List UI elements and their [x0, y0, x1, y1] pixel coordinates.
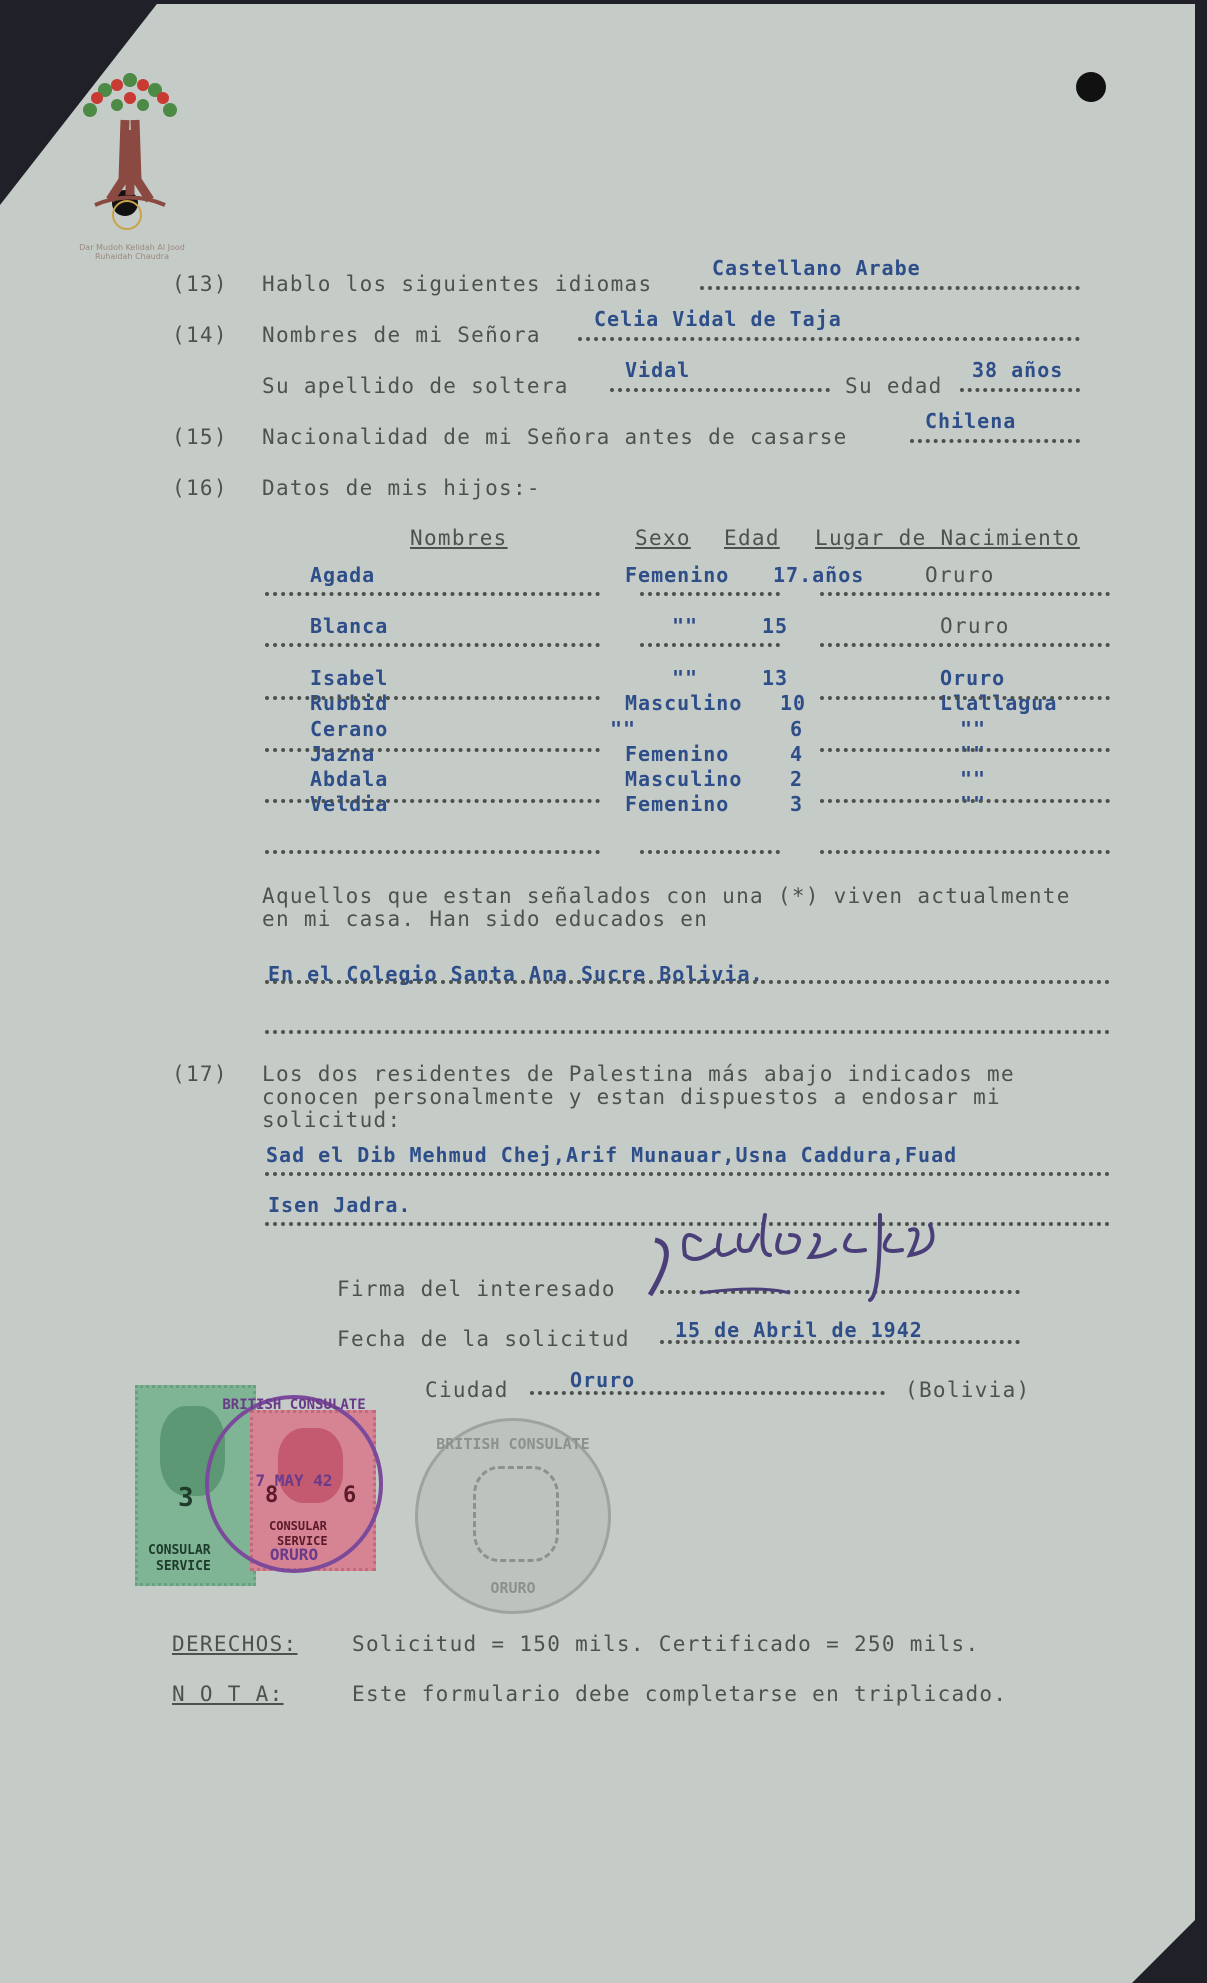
dotted-line: [265, 592, 600, 596]
item-number: (16): [172, 476, 228, 500]
education-text: en mi casa. Han sido educados en: [262, 907, 709, 931]
coat-of-arms-icon: [473, 1466, 559, 1562]
date-label: Fecha de la solicitud: [337, 1327, 630, 1351]
tree-logo-icon: [55, 50, 205, 250]
note-label: N O T A:: [172, 1682, 284, 1706]
residents-value: Sad el Dib Mehmud Chej,Arif Munauar,Usna Caddura,Fuad: [266, 1143, 958, 1167]
dotted-line: [910, 439, 1080, 443]
punch-hole: [1076, 72, 1106, 102]
item-number: (17): [172, 1062, 228, 1086]
stamp-text: CONSULAR: [269, 1519, 327, 1533]
stamp-text: SERVICE: [277, 1534, 328, 1548]
maiden-name-value: Vidal: [625, 358, 691, 382]
child-age: 10: [780, 691, 807, 715]
column-header-birthplace: Lugar de Nacimiento: [815, 526, 1080, 550]
signature-label: Firma del interesado: [337, 1277, 616, 1301]
dotted-line: [265, 696, 600, 700]
child-sex: Masculino: [625, 691, 743, 715]
child-name: Cerano: [310, 717, 389, 741]
languages-label: Hablo los siguientes idiomas: [262, 272, 653, 296]
child-name: Abdala: [310, 767, 389, 791]
dotted-line: [820, 850, 1110, 854]
education-value: En el Colegio Santa Ana Sucre Bolivia.: [268, 962, 764, 986]
handwritten-signature: [640, 1195, 1000, 1305]
dotted-line: [578, 337, 1080, 341]
dotted-line: [960, 388, 1080, 392]
page-edge-top: [0, 0, 1207, 4]
languages-value: Castellano Arabe: [712, 256, 921, 280]
postmark-city: ORURO: [269, 1545, 319, 1564]
item-number: (15): [172, 425, 228, 449]
dotted-line: [265, 643, 600, 647]
note-text: Este formulario debe completarse en triplicado.: [352, 1682, 1008, 1706]
dotted-line: [700, 286, 1080, 290]
child-birthplace: "": [960, 742, 987, 766]
fees-text: Solicitud = 150 mils. Certificado = 250 mils.: [352, 1632, 980, 1656]
dotted-line: [610, 388, 830, 392]
child-sex: "": [672, 614, 699, 638]
dotted-line: [640, 850, 780, 854]
age-value: 38 años: [972, 358, 1064, 382]
age-label: Su edad: [845, 374, 943, 398]
child-name: Agada: [310, 563, 376, 587]
child-sex: "": [610, 717, 637, 741]
child-sex: Masculino: [625, 767, 743, 791]
postmark-date: 7 MAY 42: [255, 1471, 333, 1490]
child-age: 6: [790, 717, 804, 741]
children-label: Datos de mis hijos:-: [262, 476, 541, 500]
embossed-consulate-seal: [415, 1418, 611, 1614]
stamp-text: SERVICE: [156, 1559, 211, 1574]
postmark-text: BRITISH CONSULATE: [222, 1397, 366, 1413]
residents-value: Isen Jadra.: [268, 1193, 412, 1217]
seal-city: ORURO: [490, 1579, 536, 1597]
dotted-line: [265, 1030, 1110, 1034]
country-label: (Bolivia): [905, 1378, 1031, 1402]
column-header-sex: Sexo: [635, 526, 691, 550]
dotted-line: [820, 592, 1110, 596]
child-birthplace: "": [960, 767, 987, 791]
child-birthplace: Llallagua: [940, 691, 1058, 715]
child-age: 3: [790, 792, 804, 816]
stamp-text: CONSULAR: [148, 1543, 211, 1558]
column-header-age: Edad: [724, 526, 780, 550]
date-value: 15 de Abril de 1942: [675, 1318, 923, 1342]
purple-consulate-postmark: [205, 1395, 383, 1573]
page-corner-bottom-right: [1132, 1908, 1207, 1983]
child-birthplace: "": [960, 792, 987, 816]
child-sex: Femenino: [625, 563, 730, 587]
stamp-value: 8: [265, 1483, 279, 1508]
dotted-line: [265, 980, 1110, 984]
child-age: 13: [762, 666, 789, 690]
seal-text: BRITISH CONSULATE: [436, 1435, 590, 1453]
city-value: Oruro: [570, 1368, 636, 1392]
nationality-label: Nacionalidad de mi Señora antes de casarse: [262, 425, 848, 449]
dotted-line: [640, 592, 780, 596]
child-birthplace: "": [960, 717, 987, 741]
city-label: Ciudad: [425, 1378, 509, 1402]
dotted-line: [265, 799, 600, 803]
child-name: Rubbid: [310, 691, 389, 715]
wife-name-label: Nombres de mi Señora: [262, 323, 541, 347]
dotted-line: [820, 643, 1110, 647]
child-name: Jazna: [310, 742, 376, 766]
dotted-line: [820, 696, 1110, 700]
child-birthplace: Oruro: [925, 563, 995, 587]
child-birthplace: Oruro: [940, 666, 1006, 690]
child-sex: Femenino: [625, 742, 730, 766]
stamp-value: 3: [178, 1483, 194, 1513]
dotted-line: [530, 1391, 885, 1395]
child-age: 2: [790, 767, 804, 791]
dotted-line: [820, 799, 1110, 803]
column-header-names: Nombres: [410, 526, 508, 550]
residents-text: conocen personalmente y estan dispuestos a endosar mi: [262, 1085, 1001, 1109]
child-age: 17.años: [773, 563, 865, 587]
logo-caption: Dar Mudoh Kelidah Al Jood Ruhaidah Chaudra: [79, 243, 185, 261]
wife-name-value: Celia Vidal de Taja: [594, 307, 842, 331]
residents-text: Los dos residentes de Palestina más abajo indicados me: [262, 1062, 1015, 1086]
dotted-line: [265, 1172, 1110, 1176]
maiden-name-label: Su apellido de soltera: [262, 374, 569, 398]
child-sex: Femenino: [625, 792, 730, 816]
child-name: Isabel: [310, 666, 389, 690]
item-number: (13): [172, 272, 228, 296]
stamp-value: 6: [343, 1483, 357, 1508]
child-birthplace: Oruro: [940, 614, 1010, 638]
residents-text: solicitud:: [262, 1108, 402, 1132]
dotted-line: [265, 748, 600, 752]
child-name: Blanca: [310, 614, 389, 638]
fees-label: DERECHOS:: [172, 1632, 298, 1656]
education-text: Aquellos que estan señalados con una (*) viven actualmente: [262, 884, 1071, 908]
dotted-line: [265, 850, 600, 854]
dotted-line: [660, 1340, 1020, 1344]
child-age: 15: [762, 614, 789, 638]
item-number: (14): [172, 323, 228, 347]
page-edge-right: [1195, 0, 1207, 1983]
child-sex: "": [672, 666, 699, 690]
nationality-value: Chilena: [925, 409, 1017, 433]
child-name: Veldia: [310, 792, 389, 816]
dotted-line: [820, 748, 1110, 752]
dotted-line: [640, 643, 780, 647]
child-age: 4: [790, 742, 804, 766]
